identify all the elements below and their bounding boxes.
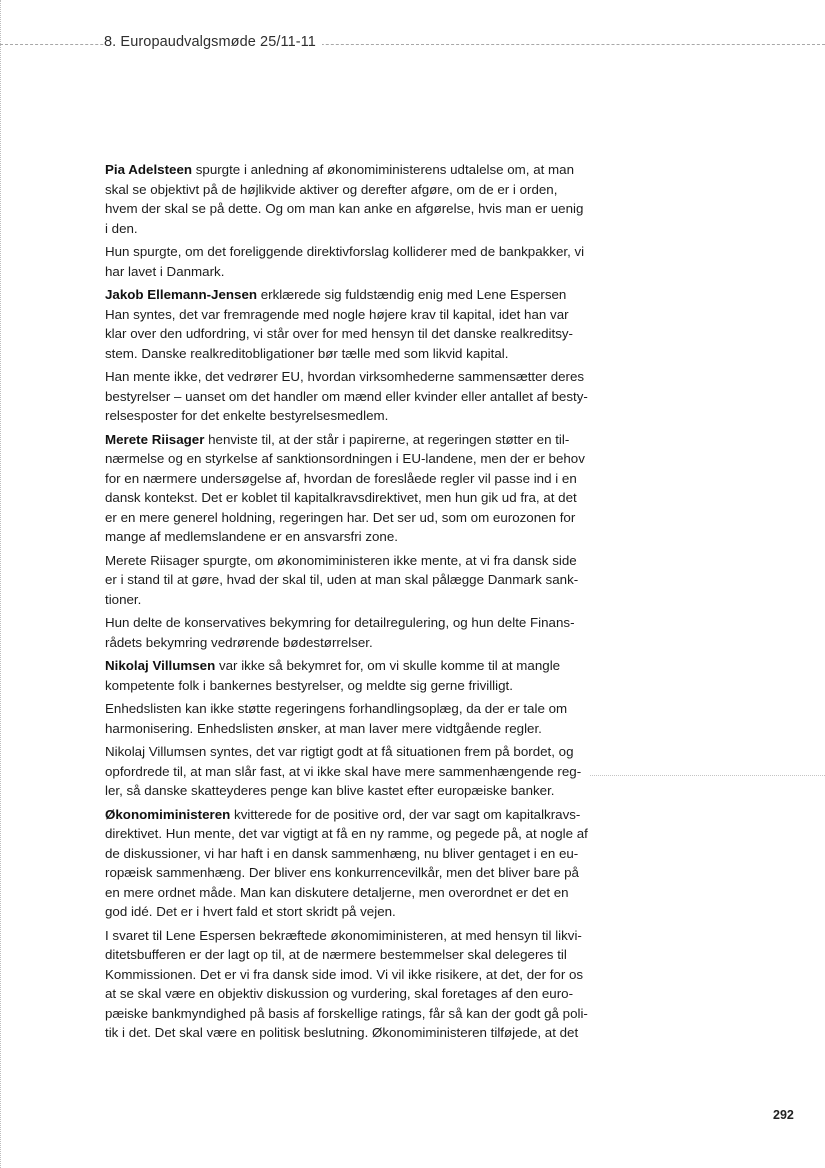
text-line: [105, 945, 593, 965]
text-line: [105, 762, 593, 782]
text-line: [105, 160, 593, 180]
paragraph: [105, 367, 593, 426]
text-line: [105, 219, 593, 239]
text-line: [105, 180, 593, 200]
line-text: kvitterede for de positive ord, der var sagt om kapitalkravs-: [230, 806, 581, 822]
line-text: harmonisering. Enhedslisten ønsker, at man laver mere vidtgående regler.: [105, 720, 542, 736]
paragraph: [105, 926, 593, 1043]
text-line: [105, 430, 593, 450]
line-text: erklærede sig fuldstændig enig med Lene Espersen: [257, 287, 567, 302]
line-text: tioner.: [105, 591, 142, 607]
paragraph: [105, 805, 593, 922]
line-text: bestyrelser – uanset om det handler om mænd eller kvinder eller antallet af besty-: [105, 388, 588, 404]
text-line: [105, 1004, 593, 1024]
paragraph: [105, 160, 593, 238]
line-text: en mere ordnet måde. Man kan diskutere detaljerne, men overordnet er det en: [105, 884, 569, 900]
side-rule: [590, 775, 825, 776]
text-line: [105, 488, 593, 508]
line-text: skal se objektivt på de højlikvide aktiver og derefter afgøre, om de er i orden,: [105, 181, 558, 197]
line-text: Kommissionen. Det er vi fra dansk side imod. Vi vil ikke risikere, at det, der for os: [105, 966, 584, 982]
line-text: pæiske bankmyndighed på basis af forskellige ratings, får så kan der godt gå poli-: [105, 1005, 588, 1021]
line-text: Hun spurgte, om det foreliggende direktivforslag kolliderer med de bankpakker, vi: [105, 244, 585, 259]
text-line: [105, 570, 593, 590]
line-text: Merete Riisager spurgte, om økonomiministeren ikke mente, at vi fra dansk side: [105, 552, 577, 568]
page-left-edge: [0, 0, 1, 1168]
speaker-name: Jakob Ellemann-Jensen: [105, 287, 258, 302]
line-text: tik i det. Det skal være en politisk beslutning. Økonomiministeren tilføjede, at det: [105, 1025, 579, 1040]
text-line: [105, 742, 593, 762]
text-line: [105, 719, 593, 739]
text-line: [105, 367, 593, 387]
text-line: [105, 199, 593, 219]
line-text: ditetsbufferen er der lagt op til, at de nærmere bestemmelser skal delegeres til: [105, 947, 567, 962]
paragraph: [105, 613, 593, 652]
line-text: de diskussioner, vi har haft i en dansk sammenhæng, nu bliver gentaget i en eu-: [105, 845, 579, 861]
paragraph: [105, 742, 593, 801]
text-line: [105, 344, 593, 364]
text-line: [105, 285, 593, 305]
text-line: [105, 844, 593, 864]
speaker-name: Merete Riisager: [105, 431, 205, 447]
line-text: klar over den udfordring, vi står over for med hensyn til det danske realkreditsy-: [105, 326, 573, 341]
line-text: er en mere generel holdning, regeringen har. Det ser ud, som om eurozonen for: [105, 509, 576, 525]
paragraph: [105, 242, 593, 281]
text-line: [105, 508, 593, 528]
line-text: Enhedslisten kan ikke støtte regeringens forhandlingsoplæg, da der er tale om: [105, 701, 568, 716]
text-line: [105, 965, 593, 985]
text-line: [105, 824, 593, 844]
line-text: nærmelse og en styrkelse af sanktionsordningen i EU-landene, men der er behov: [105, 451, 585, 466]
text-line: [105, 863, 593, 883]
line-text: spurgte i anledning af økonomiministerens udtalelse om, at man: [192, 162, 574, 177]
paragraph: [105, 656, 593, 695]
line-text: rådets bekymring vedrørende bødestørrelser.: [105, 634, 373, 650]
speaker-name: Pia Adelsteen: [105, 162, 193, 177]
text-line: [105, 902, 593, 922]
text-line: [105, 613, 593, 633]
text-line: [105, 387, 593, 407]
paragraph: [105, 430, 593, 547]
text-line: [105, 781, 593, 801]
text-line: [105, 262, 593, 282]
line-text: Han syntes, det var fremragende med nogle højere krav til kapital, idet han var: [105, 306, 569, 322]
line-text: var ikke så bekymret for, om vi skulle komme til at mangle: [215, 658, 561, 673]
line-text: at se skal være en objektiv diskussion og vurdering, skal foretages af den euro-: [105, 986, 574, 1001]
line-text: kompetente folk i bankernes bestyrelser, og meldte sig gerne frivilligt.: [105, 677, 513, 693]
line-text: direktivet. Hun mente, det var vigtigt at få en ny ramme, og pegede på, at nogle af: [105, 826, 588, 841]
line-text: Hun delte de konservatives bekymring for detailregulering, og hun delte Finans-: [105, 615, 575, 630]
text-line: [105, 242, 593, 262]
line-text: er i stand til at gøre, hvad der skal til, uden at man skal pålægge Danmark sank-: [105, 572, 579, 587]
text-line: [105, 676, 593, 696]
document-body: [105, 160, 593, 1047]
line-text: for en nærmere undersøgelse af, hvordan de foreslåede regler vil passe ind i en: [105, 470, 577, 486]
text-line: [105, 449, 593, 469]
text-line: [105, 527, 593, 547]
paragraph: [105, 699, 593, 738]
text-line: [105, 926, 593, 946]
text-line: [105, 469, 593, 489]
text-line: [105, 699, 593, 719]
page-header: 8. Europaudvalgsmøde 25/11-11: [104, 34, 322, 51]
text-line: [105, 1023, 593, 1043]
text-line: [105, 551, 593, 571]
paragraph: [105, 285, 593, 363]
text-line: [105, 590, 593, 610]
text-line: [105, 883, 593, 903]
line-text: ropæisk sammenhæng. Der bliver ens konkurrencevilkår, men det bliver bare på: [105, 865, 579, 880]
text-line: [105, 324, 593, 344]
text-line: [105, 805, 593, 825]
line-text: stem. Danske realkreditobligationer bør tælle med som likvid kapital.: [105, 345, 509, 361]
text-line: [105, 656, 593, 676]
line-text: opfordrede til, at man slår fast, at vi ikke skal have mere sammenhængende reg-: [105, 763, 582, 779]
text-line: [105, 633, 593, 653]
text-line: [105, 305, 593, 325]
line-text: i den.: [105, 220, 138, 236]
line-text: hvem der skal se på dette. Og om man kan anke en afgørelse, hvis man er uenig: [105, 201, 584, 216]
line-text: mange af medlemslandene er en ansvarsfri zone.: [105, 529, 398, 544]
paragraph: [105, 551, 593, 610]
speaker-name: Økonomiministeren: [105, 806, 231, 822]
line-text: relsesposter for det enkelte bestyrelsesmedlem.: [105, 408, 389, 423]
line-text: Nikolaj Villumsen syntes, det var rigtigt godt at få situationen frem på bordet, og: [105, 744, 574, 759]
line-text: har lavet i Danmark.: [105, 263, 225, 279]
text-line: [105, 406, 593, 426]
line-text: dansk kontekst. Det er koblet til kapitalkravsdirektivet, men hun gik ud fra, at det: [105, 490, 577, 505]
line-text: ler, så danske skatteyderes penge kan blive kastet efter europæiske banker.: [105, 783, 555, 798]
speaker-name: Nikolaj Villumsen: [105, 658, 216, 673]
line-text: Han mente ikke, det vedrører EU, hvordan virksomhederne sammensætter deres: [105, 369, 585, 384]
page-number: 292: [773, 1108, 794, 1122]
line-text: god idé. Det er i hvert fald et stort skridt på vejen.: [105, 904, 396, 919]
line-text: henviste til, at der står i papirerne, at regeringen støtter en til-: [204, 431, 570, 447]
line-text: I svaret til Lene Espersen bekræftede økonomiministeren, at med hensyn til likvi-: [105, 927, 582, 943]
text-line: [105, 984, 593, 1004]
